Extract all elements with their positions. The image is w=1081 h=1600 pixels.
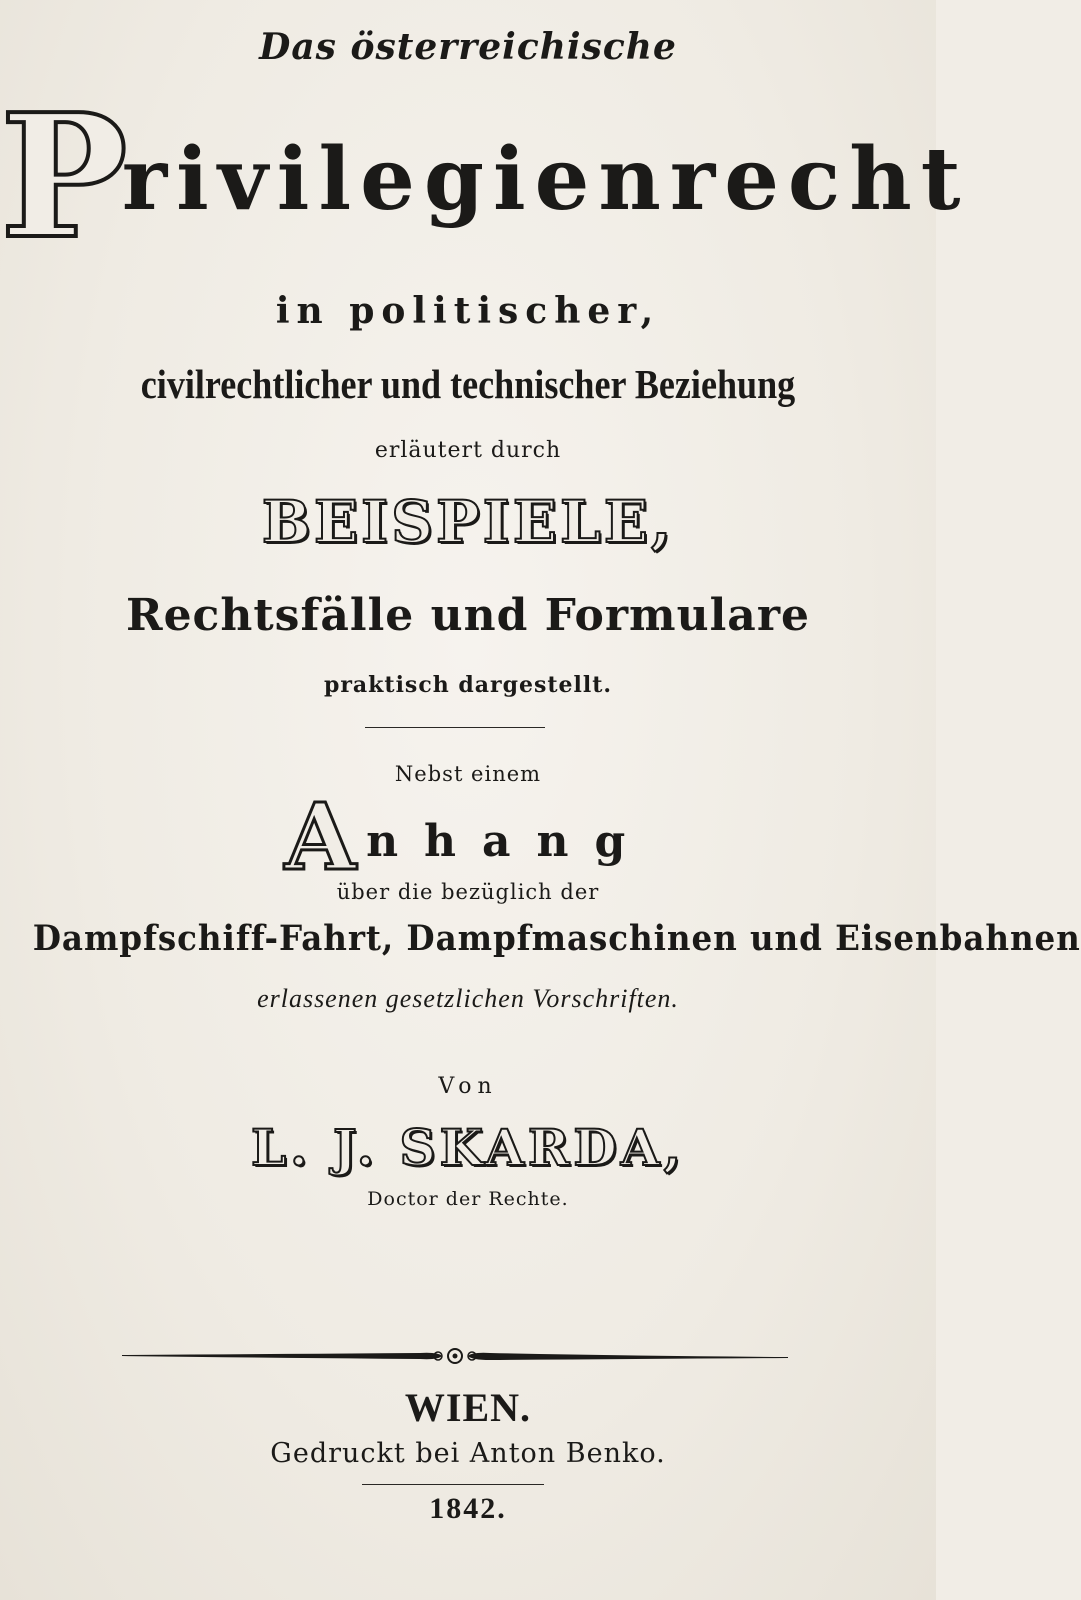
year-rule: [362, 1484, 544, 1485]
subtitle-political: in politischer,: [275, 290, 661, 332]
divider-rule: [365, 727, 545, 728]
main-title-initial: P: [0, 77, 128, 277]
subtitle-practical: praktisch dargestellt.: [323, 672, 613, 698]
appendix-about: über die bezüglich der: [336, 880, 600, 904]
appendix-regulations: erlassenen gesetzlichen Vorschriften.: [257, 984, 679, 1013]
printer-line: Gedruckt bei Anton Benko.: [270, 1438, 666, 1469]
subtitle-explained-by: erläutert durch: [374, 438, 562, 463]
place-of-publication: WIEN.: [404, 1385, 532, 1430]
author-degree: Doctor der Rechte.: [367, 1188, 569, 1210]
appendix-heading: [0, 783, 936, 891]
main-title-rest: rivilegienrecht: [121, 129, 970, 230]
appendix-heading-initial: A: [284, 783, 357, 891]
appendix-heading-rest: nhang: [366, 816, 652, 867]
by-label: Von: [438, 1074, 498, 1099]
publication-year: 1842.: [429, 1492, 507, 1525]
subtitle-cases-forms: Rechtsfälle und Formulare: [126, 590, 810, 641]
appendix-subjects: Dampfschiff-Fahrt, Dampfmaschinen und Eisenbahnen: [32, 918, 1081, 959]
subtitle-examples: BEISPIELE,: [261, 488, 675, 556]
title-prefix: Das österreichische: [259, 26, 677, 68]
ornamental-rule: [120, 1344, 790, 1370]
main-title: [0, 77, 970, 277]
author-name: L. J. SKARDA,: [250, 1118, 685, 1177]
appendix-intro: Nebst einem: [394, 762, 542, 786]
subtitle-civil-technical: civilrechtlicher und technischer Beziehung: [140, 361, 796, 407]
